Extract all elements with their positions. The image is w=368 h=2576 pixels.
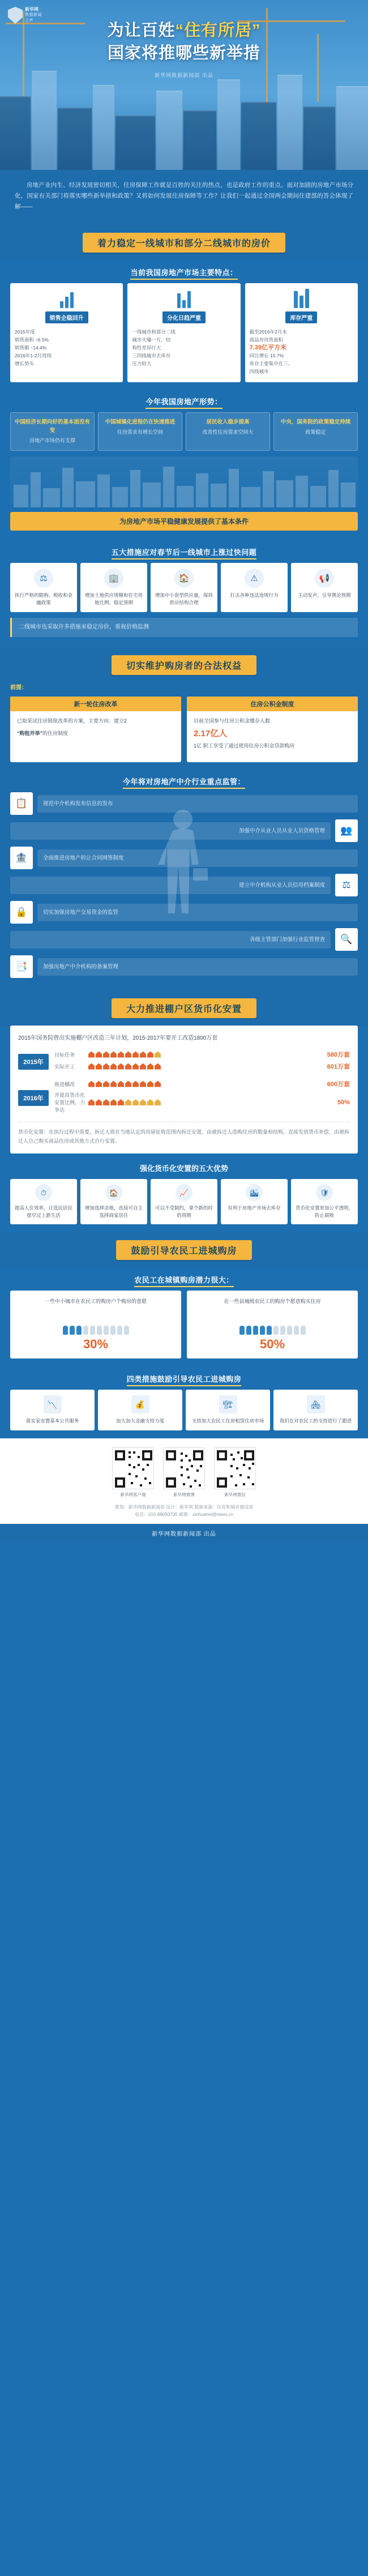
migrant-card: [10, 1291, 181, 1359]
qr-code-block[interactable]: [214, 1447, 256, 1498]
building-shape: [115, 116, 155, 170]
supervision-text: 各级主管部门加强行业监管督查: [10, 931, 331, 949]
qr-code-block[interactable]: [112, 1447, 154, 1498]
bar-value: 601万套: [327, 1063, 350, 1070]
section-4-sub-2: [0, 1366, 368, 1390]
bar-value: 600万套: [327, 1081, 350, 1088]
trend-title: 中国经济长期向好的基本面没有变: [15, 419, 91, 434]
building-shape: [303, 106, 335, 170]
section-1-sub-2-text: 今年我国房地产形势：: [146, 398, 222, 409]
trend-item: [10, 412, 95, 451]
qr-code-icon[interactable]: [214, 1447, 256, 1489]
benefits-head: 强化货币化安置的五大优势: [139, 1164, 228, 1173]
card-highlight: [17, 729, 174, 738]
line: 压力较大: [132, 361, 152, 366]
supervision-text: 加强中介从业人员从业人员资格管理: [10, 822, 331, 840]
bar-line: [54, 1091, 350, 1113]
benefit-item: [10, 1179, 77, 1224]
qr-row: [10, 1447, 358, 1498]
supervision-text: 切实加强房地产交易资金的监管: [37, 904, 358, 921]
monetization-row: [18, 1050, 350, 1074]
line: 三四线城市去库存: [132, 353, 171, 358]
measure-text: 加大加大金融支持力度: [115, 1418, 164, 1424]
building-shape: [217, 79, 240, 170]
reform-quote: “购租并举”: [17, 730, 43, 736]
page-title: [0, 19, 368, 65]
house-units: [88, 1052, 311, 1058]
rights-cards: [10, 697, 358, 762]
section-2-body: [0, 682, 368, 990]
trend-item: [186, 412, 270, 451]
bar-line: [54, 1062, 350, 1071]
building-shape: [93, 85, 114, 170]
header: [0, 0, 368, 170]
supervision-text: 规范中介机构发布信息的发布: [37, 795, 358, 813]
people-icon: 👥: [335, 819, 358, 842]
benefit-text: 可以不受制约，拿个新的时的周期: [155, 1205, 213, 1218]
building-shape: [277, 75, 302, 170]
people-icons: [16, 1326, 176, 1335]
measure-item: [80, 563, 147, 612]
title-part-2: 国家将推哪些新举措: [107, 44, 260, 62]
section-4-sub-text: 农民工在城镇购房潜力很大：: [134, 1276, 234, 1287]
qr-caption: 新华网微信: [224, 1492, 246, 1497]
card-head: 住房公积金制度: [187, 697, 358, 711]
section-2-tag: 前提：: [10, 685, 27, 691]
housing-reform-card: [10, 697, 181, 762]
shield-icon: 🛡: [316, 1184, 333, 1201]
feature-title: 库存严重: [285, 311, 317, 323]
building-shape: [183, 110, 216, 170]
city-icon: 🏙: [246, 1184, 263, 1201]
scale-icon: ⚖: [335, 874, 358, 896]
section-1-title: 着力稳定一线城市和部分二线城市的房价: [83, 233, 285, 253]
card-body: 已取采试住房制度改革的方案，主要方向：建立2: [17, 718, 127, 724]
trend-desc: 住房需求有增长空间: [117, 429, 163, 435]
monetization-card: [10, 1026, 358, 1154]
house-units: [88, 1081, 311, 1087]
supervision-list: [10, 792, 358, 978]
section-1-sub-1-text: 当前我国房地产市场主要特点：: [130, 268, 237, 280]
supervision-item: [10, 792, 358, 815]
line: 2016年1-2月持续: [15, 353, 52, 358]
trend-title: 居民收入稳步提高: [206, 419, 250, 425]
building-shape: [336, 86, 368, 170]
title-highlight: “住有所居”: [175, 22, 261, 40]
bar-label: 实际开工: [54, 1063, 75, 1070]
fund-line-3: 1亿 职工享受了通过使用住房公积金贷款购房: [194, 743, 295, 749]
measure-item: [151, 563, 217, 612]
footer-note-1: 策划：新华网数据新闻部 设计：新华网 数据来源：住房和城乡建设部: [114, 1505, 254, 1510]
logo-main: 新华网: [25, 7, 38, 12]
inventory-area-value: 7.39亿平方米: [249, 344, 287, 351]
row-bars: [54, 1050, 350, 1074]
trend-item: [273, 412, 358, 451]
chart-up-icon: [15, 289, 118, 308]
measure-text: 增加中小套型供应量，保持供应结构合理: [155, 592, 213, 605]
five-measures: [10, 563, 358, 612]
line: 增长势头: [15, 361, 35, 366]
migrant-question: 在一些县城级农民工的购房个愿意购买住房: [224, 1298, 321, 1304]
supervision-item: [10, 819, 358, 842]
row-bars: [54, 1079, 350, 1116]
section-1-band: 为房地产市场平稳健康发展提供了基本条件: [10, 512, 358, 531]
row-year: 2016年: [18, 1090, 49, 1106]
lock-icon: 🔒: [10, 901, 33, 924]
bar-label: 推进棚改: [54, 1081, 75, 1087]
supervision-text: 加强房地产中介机构的备案管理: [37, 958, 358, 976]
construction-icon: 🏗: [219, 1395, 237, 1413]
section-1-sub-3-text: 五大措施应对春节后一线城市上涨过快问题: [112, 548, 257, 559]
monetization-note: 货币化安置：在执行过程中需要，拆迁人将在当地认定的房屋征收范围内拆迁安置，由被拆迁人选购住房的数量和结构，直接发放货币补偿，由被拆迁人自己购买商品住房或其他方式自行安置。: [18, 1122, 350, 1146]
line: 销售面积 ↑6.5%: [15, 337, 49, 343]
footer: [0, 1438, 368, 1524]
qr-code-block[interactable]: [163, 1447, 205, 1498]
measure-item: [291, 563, 358, 612]
clock-icon: ⏱: [35, 1184, 52, 1201]
section-2-banner: [0, 647, 368, 682]
section-3-banner: [0, 990, 368, 1026]
bar-value: 580万套: [327, 1052, 350, 1058]
document-icon: 📋: [10, 792, 33, 815]
migrant-measure-item: [98, 1390, 182, 1430]
trend-item: [98, 412, 182, 451]
section-2-title: 切实维护购房者的合法权益: [112, 655, 256, 675]
bar-line: [54, 1079, 350, 1088]
line: 库存主要集中在三、: [249, 361, 293, 366]
feature-title: 分化日趋严重: [162, 311, 206, 323]
feature-lines: [250, 328, 353, 375]
migrant-measure-item: [273, 1390, 358, 1430]
benefit-text: 增加选择余地，直接可自主选择商家居住: [84, 1205, 143, 1218]
megaphone-icon: 📢: [315, 569, 334, 588]
trend-desc: 改善性住房需求空间大: [202, 429, 254, 435]
market-feature-cards: [10, 283, 358, 382]
trend-columns: [10, 412, 358, 451]
migrant-card: [187, 1291, 358, 1359]
migrant-measure-item: [186, 1390, 270, 1430]
migrant-measures: [10, 1390, 358, 1430]
supervision-text: 全面推进房地产转让合同网签制度: [37, 849, 358, 867]
section-2-sub-text: 今年将对房地产中介行业重点监管：: [123, 778, 245, 789]
feature-card: [10, 283, 123, 382]
benefit-item: [291, 1179, 358, 1224]
qr-code-icon[interactable]: [163, 1447, 205, 1489]
benefit-text: 有利于房地产市场去库存: [228, 1205, 281, 1211]
line: 截至2016年2月末: [249, 329, 287, 335]
benefit-text: 提高人住效率，让选民居民提早过上新生活: [14, 1205, 72, 1218]
qr-code-icon[interactable]: [112, 1447, 154, 1489]
bar-label: 目标任务: [54, 1052, 75, 1058]
money-icon: 💰: [131, 1395, 149, 1413]
feature-card: [127, 283, 240, 382]
divergence-icon: [132, 289, 236, 308]
row-year: 2015年: [18, 1054, 49, 1070]
feature-lines: [15, 328, 118, 368]
header-subtitle: 新华网数据新闻部 出品: [155, 72, 213, 78]
bar-label: 并提高货币化安置比例，力争达: [54, 1092, 85, 1113]
trend-title: 中央、国务院的政策稳定持续: [280, 419, 351, 425]
migrant-cards: [10, 1291, 358, 1359]
section-1-sub-2: [0, 389, 368, 412]
building-shape: [156, 91, 182, 170]
section-2-sub: [0, 769, 368, 792]
bank-icon: 🏦: [10, 847, 33, 869]
trend-desc: 政策稳定: [305, 429, 326, 435]
building-shape: [58, 108, 92, 170]
record-icon: 📑: [10, 955, 33, 978]
bar-line: [54, 1050, 350, 1059]
line: 四线城市: [249, 369, 269, 374]
search-icon: 🔍: [335, 928, 358, 951]
benefits-list: [10, 1179, 358, 1224]
card-head: 新一轮住房改革: [10, 697, 181, 711]
benefit-text: 货币化安置更加公平透明，防止腐败: [295, 1205, 353, 1218]
line: 城市火爆一片，结: [132, 337, 171, 343]
benefit-item: [221, 1179, 288, 1224]
supervision-item: [10, 901, 358, 924]
bar-value: 50%: [337, 1099, 350, 1106]
section-1-sub-3: [0, 540, 368, 563]
scale-icon: ⚖: [34, 569, 53, 588]
measure-text: 落实家安置基本公共服务: [25, 1418, 79, 1424]
supervision-item: [10, 955, 358, 978]
migrant-question: 一些中小城市在农民工的购房户个购房的意愿: [44, 1298, 147, 1304]
section-4-title: 鼓励引导农民工进城购房: [116, 1240, 251, 1260]
line: 构性差异巨大: [132, 345, 161, 351]
fund-line-1: 目前全国参与住房公积金缴存人数: [194, 718, 271, 724]
feature-card: [245, 283, 358, 382]
feature-lines: [132, 328, 236, 368]
qr-caption: 新华网客户端: [120, 1492, 146, 1497]
feature-title: 销售企稳回升: [45, 311, 88, 323]
section-4-sub: [0, 1267, 368, 1291]
people-icons: [192, 1326, 352, 1335]
migrant-percent: 30%: [83, 1337, 109, 1351]
chart-up-icon: 📈: [176, 1184, 192, 1201]
inventory-icon: [250, 289, 353, 308]
monetization-lead: 2015年国务院曾出实施棚户区改造三年计划，2015-2017年要开工改造1800万套: [18, 1035, 218, 1041]
measure-text: 增加土地供应规模和住宅用地比例，稳定预期: [84, 592, 143, 605]
reform-tail: 的住房制度: [42, 730, 69, 736]
benefit-item: [151, 1179, 217, 1224]
supervision-item: [10, 874, 358, 896]
section-1-sub-1: [0, 260, 368, 283]
intro-text: 房地产业内生、经济发展密切相关，住房保障工作就是百姓的关注的热点，也是政府工作的重点。面对加剧的房地产市场分化，国家有关部门将落实哪些新举措和政策？又将如何发展住房保障等工作？让我们一起通过全国两会期间住建部的答会体现了解——: [15, 182, 353, 210]
house-icon: 🏠: [105, 1184, 122, 1201]
supervision-text: 建立中介机构从业人员信用档案制度: [10, 877, 331, 894]
measure-text: 执行严格的限购、税收和金融政策: [14, 592, 72, 605]
city-skyline-illustration: [10, 456, 358, 507]
line: 销售额 ↑14.4%: [15, 345, 47, 351]
house-icon: 🏠: [174, 569, 194, 588]
building-shape: [241, 102, 276, 170]
footer-brand: 新华网数据新闻部 出品: [0, 1524, 368, 1543]
line: 一线城市和部分二线: [132, 329, 176, 335]
measure-item: [10, 563, 77, 612]
section-3-title: 大力推进棚户区货币化安置: [112, 998, 256, 1018]
migrant-percent: 50%: [259, 1337, 285, 1351]
measure-item: [221, 563, 288, 612]
building-icon: 🏢: [104, 569, 123, 588]
building-shape: [32, 71, 57, 170]
measure-text: 我们在对农民工的支持进行了跟进: [279, 1418, 352, 1424]
measure-text: 打击各种违法违规行为: [230, 592, 279, 598]
fund-number-1: 2.17亿人: [194, 729, 228, 738]
section-4-sub-2-text: 四类措施鼓励引导农民工进城购房: [127, 1375, 242, 1386]
line: 商品房待售面积: [249, 337, 284, 343]
logo-sub: 数据新闻 之声: [25, 13, 42, 23]
trend-title: 中国城镇化进程仍在快速推进: [105, 419, 176, 425]
service-icon: 📉: [44, 1395, 62, 1413]
intro-paragraph: [0, 170, 368, 225]
measure-text: 主动发声，引导舆论预期: [298, 592, 351, 598]
house-units: [88, 1063, 311, 1070]
line: 2015年度: [15, 329, 35, 335]
measure-text: 支持加大农民工住房租赁住房市场: [191, 1418, 264, 1424]
house-units: [88, 1099, 311, 1105]
community-icon: 🏘: [307, 1395, 325, 1413]
warning-icon: ⚠: [245, 569, 264, 588]
section-4-banner: [0, 1232, 368, 1267]
migrant-measure-item: [10, 1390, 95, 1430]
supervision-item: [10, 847, 358, 869]
title-part-1: 为让百姓: [107, 22, 176, 40]
section-1-banner: [0, 225, 368, 260]
qr-caption: 新华网微博: [173, 1492, 195, 1497]
supervision-item: [10, 928, 358, 951]
section-1-note: 二线城市也采取许多措施来稳定房价，重视价格监测: [10, 618, 358, 637]
building-shape: [0, 96, 31, 170]
trend-desc: 房地产市场仍有支撑: [29, 438, 75, 443]
housing-fund-card: [187, 697, 358, 762]
benefit-item: [80, 1179, 147, 1224]
footer-note-2: 电话：010-88050735 邮箱：xinhuanet@news.cn: [135, 1512, 233, 1517]
line: 同比增长 15.7%: [249, 353, 284, 358]
monetization-row: [18, 1079, 350, 1116]
